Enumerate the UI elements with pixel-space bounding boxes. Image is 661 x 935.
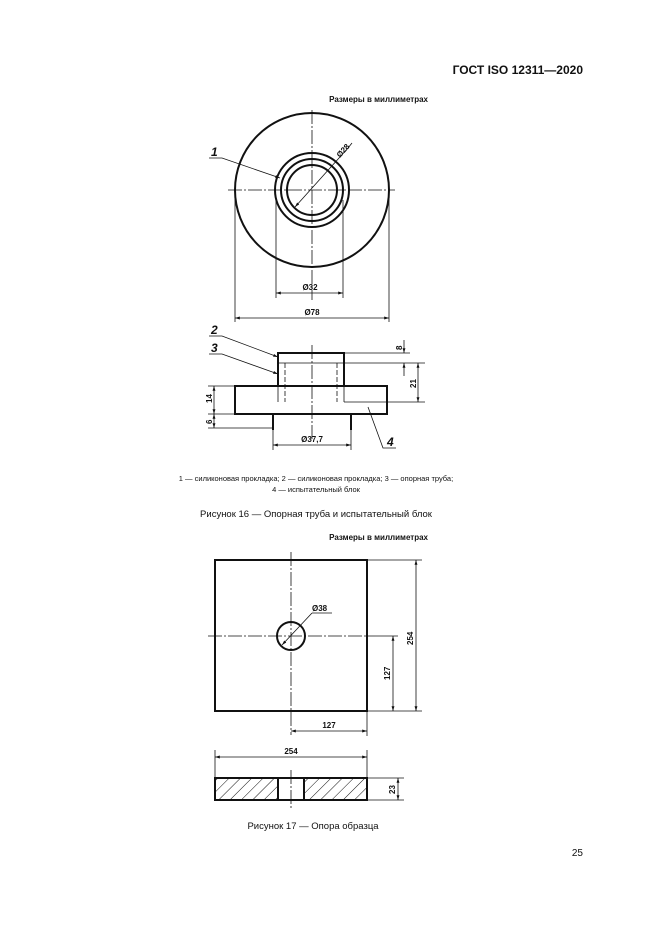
top-view <box>209 110 395 322</box>
dim-outer-diameter: Ø78 <box>304 308 320 317</box>
dim-gasket-height: 8 <box>395 345 404 350</box>
page-number: 25 <box>571 848 583 859</box>
legend-line-1: 1 — силиконовая прокладка; 2 — силиконовая прокладка; 3 — опорная труба; <box>178 474 454 483</box>
units-note: Размеры в миллиметрах <box>329 533 428 542</box>
dim-side-vertical: 254 <box>406 631 415 645</box>
dim-inner-diameter: Ø28 <box>334 142 352 160</box>
callout-4: 4 <box>387 435 394 449</box>
callout-3: 3 <box>211 341 218 355</box>
figure-17 <box>208 533 429 832</box>
dim-half-vertical: 127 <box>383 666 392 680</box>
dim-tube-diameter: Ø32 <box>302 283 318 292</box>
dim-stub-height: 6 <box>205 419 214 424</box>
dim-tube-depth: 21 <box>409 379 418 388</box>
standard-header: ГОСТ ISO 12311—2020 <box>452 63 583 77</box>
units-note: Размеры в миллиметрах <box>329 95 428 104</box>
callout-1: 1 <box>211 145 218 159</box>
figure-17-caption: Рисунок 17 — Опора образца <box>247 821 379 832</box>
section-view <box>215 747 404 808</box>
callout-2: 2 <box>211 323 218 337</box>
legend-line-2: 4 — испытательный блок <box>272 485 360 494</box>
dim-stub-diameter: Ø37,7 <box>301 435 323 444</box>
dim-side-horizontal: 254 <box>284 747 298 756</box>
dim-hole-diameter: Ø38 <box>312 604 328 613</box>
side-view <box>205 323 425 450</box>
dim-thickness: 23 <box>388 785 397 794</box>
figure-16-caption: Рисунок 16 — Опорная труба и испытательный блок <box>200 509 432 520</box>
figure-16 <box>179 95 453 520</box>
dim-block-height: 14 <box>205 394 214 403</box>
dim-half-horizontal: 127 <box>322 721 336 730</box>
plan-view <box>208 552 422 736</box>
